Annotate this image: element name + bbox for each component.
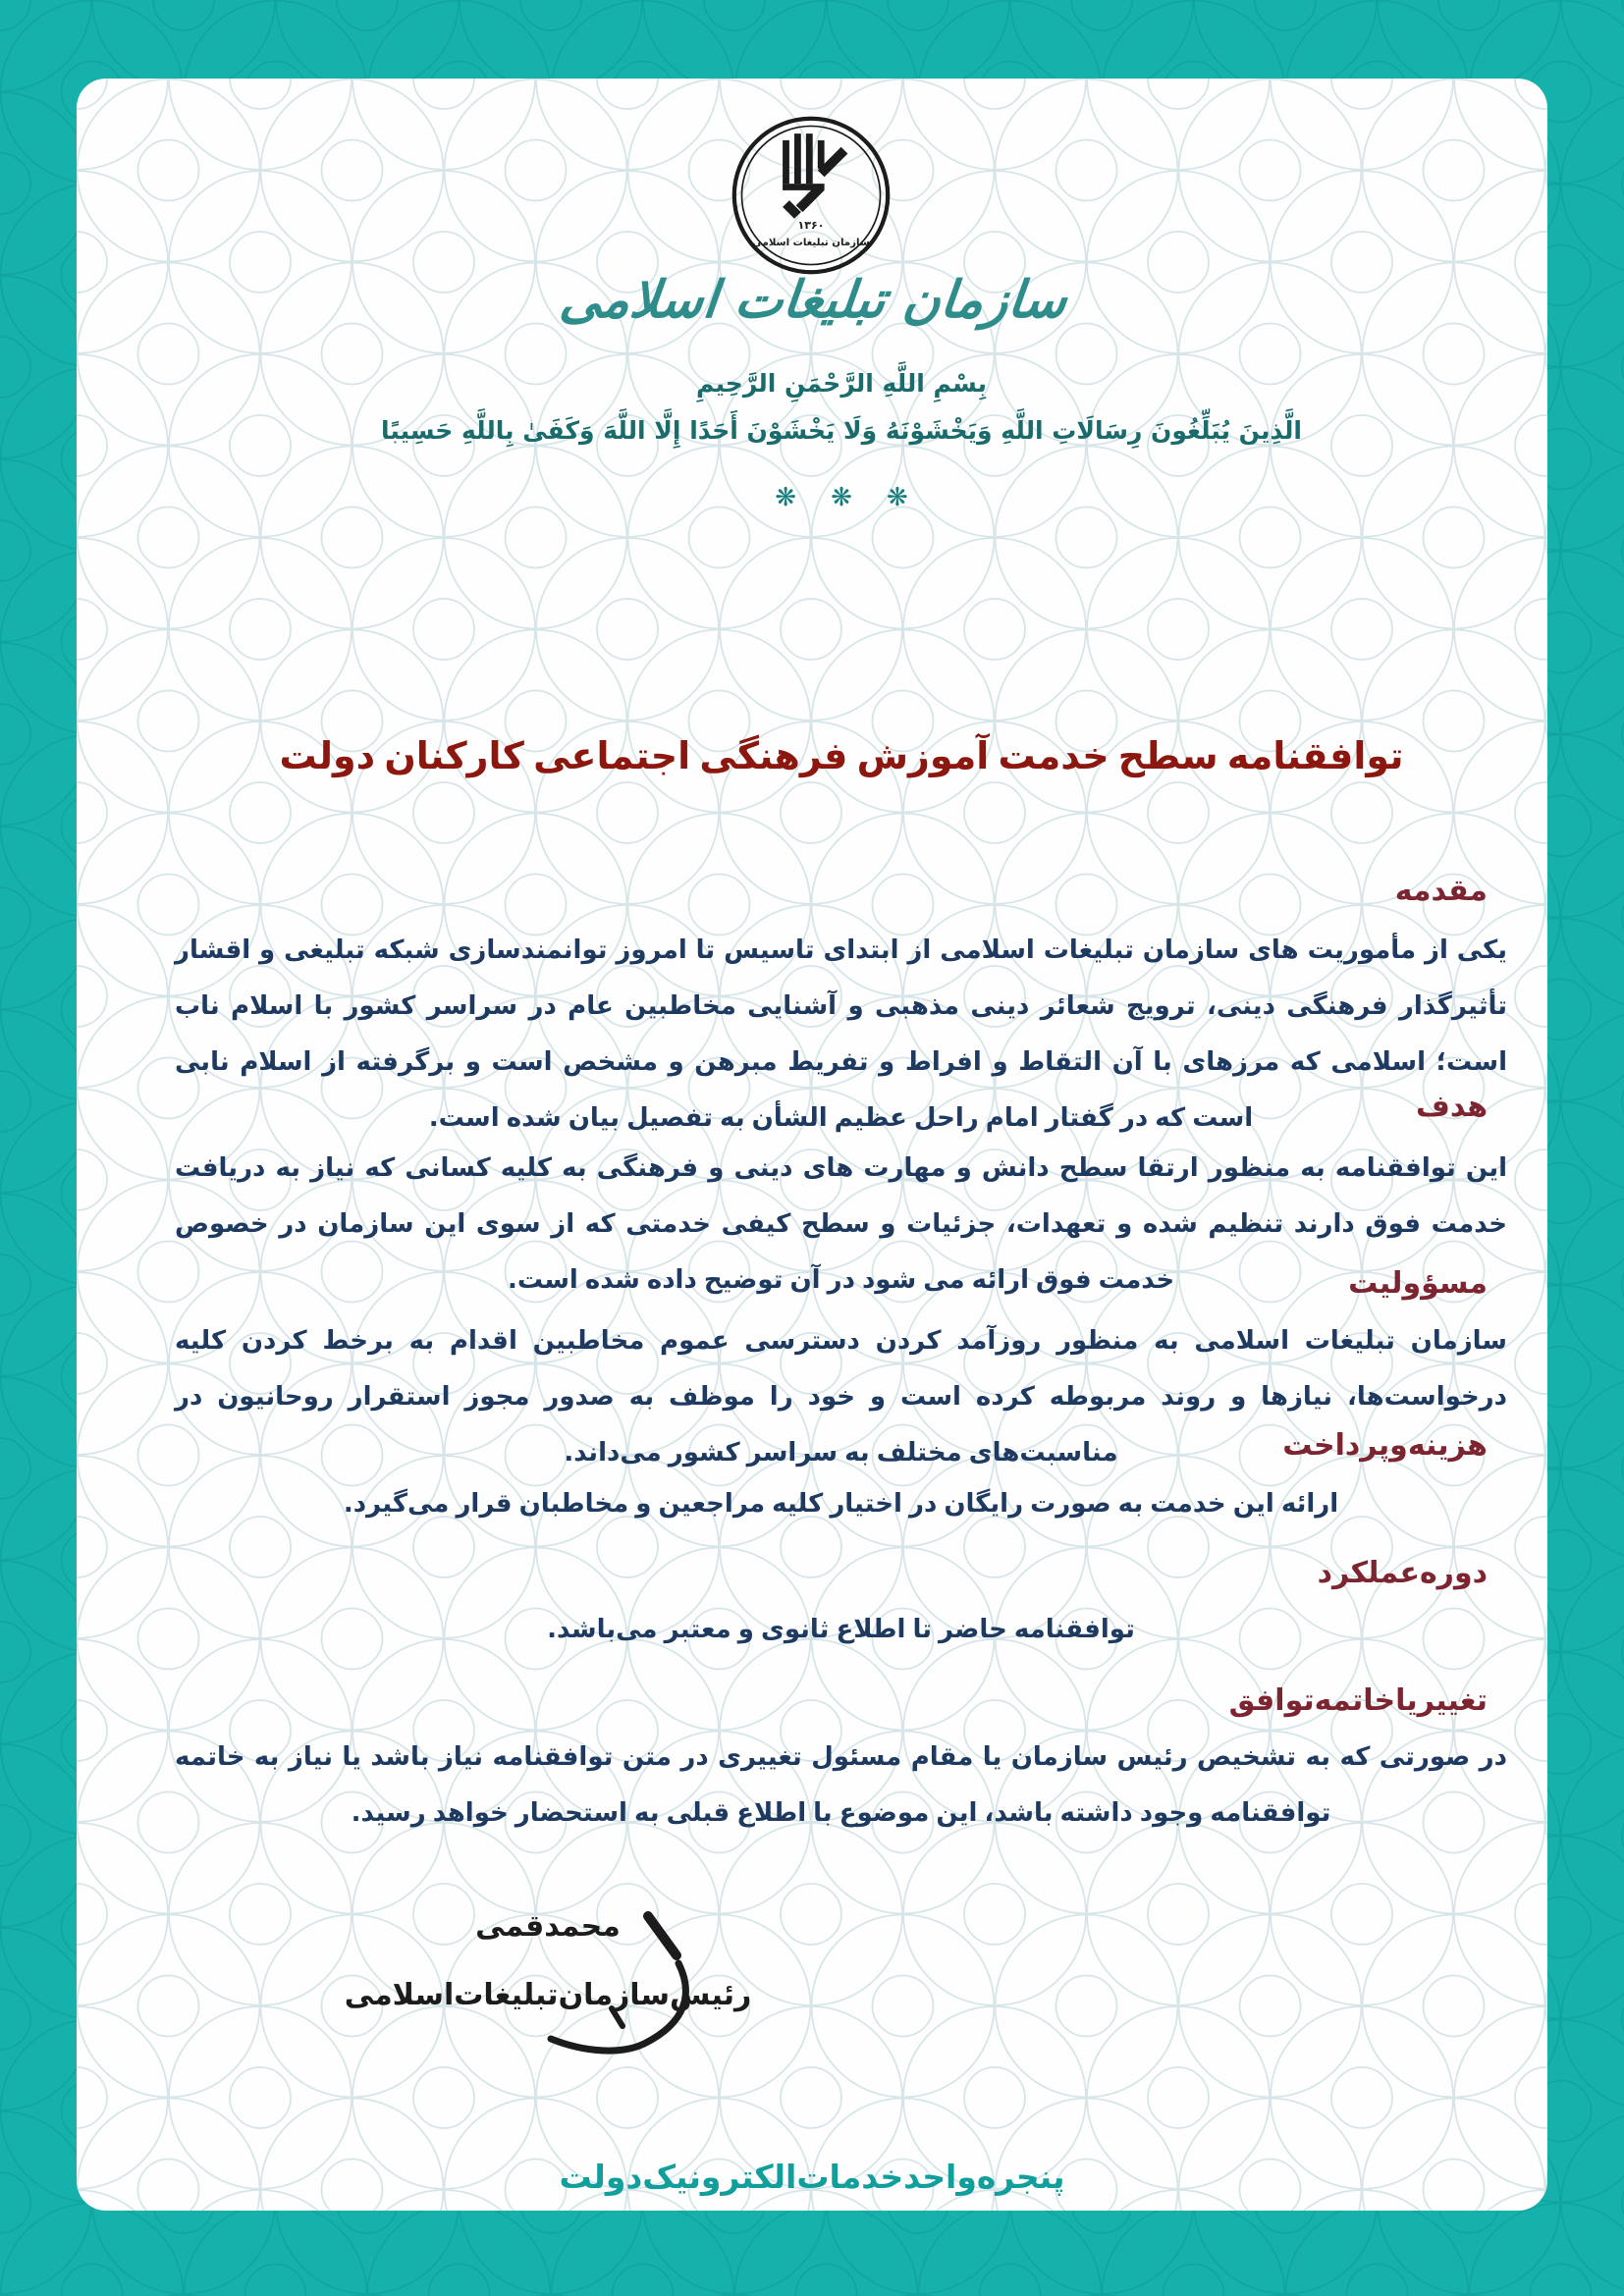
section-heading-masouliat: مسؤولیت [1348, 1266, 1488, 1301]
emblem-year: ۱۳۶۰ [797, 219, 825, 232]
signer-role: رئیس‌سازمان‌تبلیغات‌اسلامی [344, 1978, 752, 2012]
section-heading-taghir-khateme: تغییریاخاتمه‌توافق [1228, 1683, 1488, 1718]
section-heading-hadaf: هدف [1416, 1090, 1488, 1124]
letter-content [77, 79, 1547, 2211]
section-body-taghir-khateme: در صورتی که به تشخیص رئیس سازمان یا مقام مسئول تغییری در متن توافقنامه نیاز باشد یا نیاز به خاتمه توافقنامه وجود داشته باشد، این موضوع با اطلاع قبلی به استحضار خواهد رسید. [175, 1742, 1507, 1828]
handwritten-signature [528, 1895, 725, 2091]
section-body-hadaf: این توافقنامه به منظور ارتقا سطح دانش و مهارت های دینی و فرهنگی به کلیه کسانی که نیاز به دریافت خدمت فوق دارند تنظیم شده و تعهدات، جزئیات و سطح کیفی خدمتی که از سوی این سازمان در خصوص خدمت فوق ارائه می شود در آن توضیح داده شده است. [175, 1153, 1507, 1295]
footer-egov-label: پنجره‌واحدخدمات‌الکترونیک‌دولت [559, 2158, 1065, 2196]
quran-verse-text: الَّذِينَ يُبَلِّغُونَ رِسَالَاتِ اللَّهِ وَيَخْشَوْنَهُ وَلَا يَخْشَوْنَ أَحَدًا إِلَّا اللَّهَ وَكَفَىٰ بِاللَّهِ حَسِيبًا [381, 416, 1302, 445]
organization-emblem-logo [728, 112, 894, 279]
section-heading-hazine-pardakht: هزینه‌وپرداخت [1282, 1428, 1488, 1463]
section-body-dore-amalkard: توافقنامه حاضر تا اطلاع ثانوی و معتبر می‌باشد. [547, 1615, 1135, 1644]
letter-card [77, 79, 1547, 2211]
section-body-hazine-pardakht: ارائه این خدمت به صورت رایگان در اختیار کلیه مراجعین و مخاطبان قرار می‌گیرد. [343, 1489, 1339, 1519]
signer-name: محمدقمی [475, 1909, 621, 1944]
section-body-masouliat: سازمان تبلیغات اسلامی به منظور روزآمد کردن دسترسی عموم مخاطبین اقدام به برخط کردن کلیه درخواست‌ها، نیازها و روند مربوطه کرده است و خود را موظف به صدور مجوز استقرار روحانیون در مناسبت‌های مختلف به سراسر کشور می‌داند. [175, 1326, 1507, 1468]
section-heading-dore-amalkard: دوره‌عملکرد [1317, 1556, 1488, 1590]
section-heading-moghadame: مقدمه [1394, 874, 1488, 908]
bismillah-text: بِسْمِ اللَّهِ الرَّحْمَنِ الرَّحِيمِ [696, 369, 987, 398]
section-body-moghadame: یکی از مأموریت های سازمان تبلیغات اسلامی از ابتدای تاسیس تا امروز توانمندسازی شبکه تبلیغی و اقشار تأثیرگذار فرهنگی دینی، ترویج شعائر دینی مذهبی و آشنایی مخاطبین عام در سراسر کشور با اسلام ناب است؛ اسلامی که مرزهای با آن التقاط و افراط و تفریط مبرهن و مشخص است و برگرفته از اسلام نابی است که در گفتار امام راحل عظیم الشأن به تفصیل بیان شده است. [175, 935, 1507, 1133]
document-title: توافقنامه سطح خدمت آموزش فرهنگی اجتماعی کارکنان دولت [279, 734, 1404, 777]
ornament-asterisks: ❋ ❋ ❋ [775, 483, 908, 512]
emblem-org-name: سازمان تبلیغات اسلامی [752, 238, 870, 248]
kufic-allah-motif [783, 133, 847, 219]
organization-calligraphy: سازمان تبلیغات اسلامی [557, 271, 1070, 330]
